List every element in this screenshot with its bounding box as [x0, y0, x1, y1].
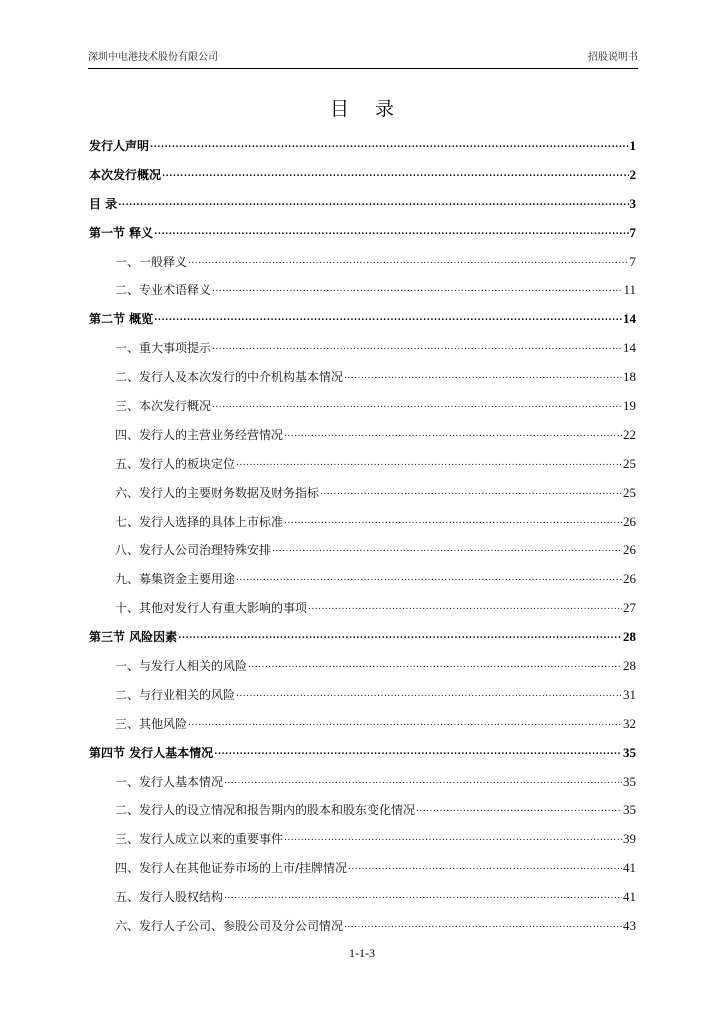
- toc-dot-leader: [236, 456, 622, 468]
- toc-entry-label: 一、重大事项提示: [115, 341, 212, 356]
- toc-entry-label: 第三节 风险因素: [89, 630, 178, 645]
- toc-entry-page-number: 39: [623, 831, 636, 847]
- toc-dot-leader: [272, 542, 622, 554]
- toc-entry-label: 五、发行人的板块定位: [115, 456, 236, 471]
- toc-entry-page-number: 26: [623, 571, 636, 587]
- toc-entry-label: 发行人声明: [89, 139, 150, 153]
- toc-subsection-entry[interactable]: [89, 281, 636, 310]
- toc-dot-leader: [212, 282, 622, 294]
- toc-subsection-entry[interactable]: [89, 686, 636, 715]
- toc-entry-label: 四、发行人在其他证券市场的上市/挂牌情况: [115, 861, 348, 876]
- page-title: 目 录: [329, 98, 405, 120]
- toc-section-entry[interactable]: [89, 195, 636, 224]
- toc-dot-leader: [320, 485, 622, 497]
- toc-entry-label: 二、专业术语释义: [115, 283, 212, 298]
- toc-subsection-entry[interactable]: [89, 830, 636, 859]
- toc-entry-page-number: 7: [629, 253, 636, 269]
- toc-entry-page-number: 41: [623, 889, 636, 905]
- toc-entry-label: 二、与行业相关的风险: [115, 687, 236, 702]
- toc-section-entry[interactable]: [89, 224, 636, 253]
- toc-section-entry[interactable]: [89, 310, 636, 339]
- toc-subsection-entry[interactable]: [89, 917, 636, 946]
- toc-entry-page-number: 3: [629, 195, 636, 211]
- toc-entry-label: 九、募集资金主要用途: [115, 572, 236, 587]
- toc-entry-page-number: 28: [623, 658, 636, 674]
- toc-entry-page-number: 19: [623, 398, 636, 414]
- toc-section-entry[interactable]: [89, 744, 636, 773]
- toc-entry-label: 一、一般释义: [115, 254, 188, 269]
- toc-subsection-entry[interactable]: [89, 801, 636, 830]
- toc-subsection-entry[interactable]: [89, 513, 636, 542]
- toc-dot-leader: [118, 196, 628, 208]
- toc-dot-leader: [236, 571, 622, 583]
- toc-dot-leader: [188, 716, 622, 728]
- toc-subsection-entry[interactable]: [89, 888, 636, 917]
- toc-dot-leader: [224, 774, 622, 786]
- toc-dot-leader: [344, 369, 622, 381]
- toc-entry-page-number: 28: [623, 629, 636, 645]
- toc-entry-label: 三、本次发行概况: [115, 399, 212, 414]
- toc-entry-page-number: 41: [623, 860, 636, 876]
- toc-dot-leader: [416, 802, 622, 814]
- toc-section-entry[interactable]: [89, 628, 636, 657]
- toc-entry-label: 二、发行人及本次发行的中介机构基本情况: [115, 370, 344, 385]
- toc-entry-label: 四、发行人的主营业务经营情况: [115, 427, 284, 442]
- toc-entry-label: 八、发行人公司治理特殊安排: [115, 543, 272, 558]
- toc-entry-label: 第二节 概览: [89, 312, 154, 327]
- header-document-type: 招股说明书: [588, 52, 638, 63]
- toc-entry-page-number: 26: [623, 542, 636, 558]
- toc-entry-label: 目 录: [89, 196, 118, 211]
- toc-section-entry[interactable]: [89, 166, 636, 195]
- toc-subsection-entry[interactable]: [89, 541, 636, 570]
- toc-dot-leader: [212, 398, 622, 410]
- toc-subsection-entry[interactable]: [89, 253, 636, 282]
- toc-entry-page-number: 22: [623, 426, 636, 442]
- toc-subsection-entry[interactable]: [89, 455, 636, 484]
- toc-entry-label: 五、发行人股权结构: [115, 890, 224, 905]
- toc-subsection-entry[interactable]: [89, 368, 636, 397]
- toc-subsection-entry[interactable]: [89, 599, 636, 628]
- toc-dot-leader: [348, 860, 622, 872]
- toc-entry-page-number: 32: [623, 715, 636, 731]
- toc-dot-leader: [236, 687, 622, 699]
- toc-dot-leader: [308, 600, 622, 612]
- toc-dot-leader: [154, 225, 628, 237]
- toc-dot-leader: [162, 167, 628, 179]
- toc-entry-page-number: 14: [623, 311, 636, 327]
- toc-subsection-entry[interactable]: [89, 397, 636, 426]
- toc-entry-label: 本次发行概况: [89, 167, 162, 182]
- toc-section-entry[interactable]: [89, 137, 636, 166]
- toc-entry-label: 七、发行人选择的具体上市标准: [115, 514, 284, 529]
- toc-subsection-entry[interactable]: [89, 859, 636, 888]
- toc-subsection-entry[interactable]: [89, 715, 636, 744]
- toc-entry-label: 一、与发行人相关的风险: [115, 659, 248, 674]
- toc-dot-leader: [284, 514, 622, 526]
- toc-dot-leader: [284, 831, 622, 843]
- toc-entry-label: 三、发行人成立以来的重要事件: [115, 832, 284, 847]
- toc-dot-leader: [188, 254, 628, 266]
- toc-dot-leader: [214, 745, 622, 757]
- toc-entry-page-number: 35: [623, 773, 636, 789]
- toc-entry-page-number: 43: [623, 918, 636, 934]
- toc-subsection-entry[interactable]: [89, 484, 636, 513]
- toc-entry-label: 十、其他对发行人有重大影响的事项: [115, 601, 308, 616]
- toc-dot-leader: [344, 918, 622, 930]
- toc-dot-leader: [212, 340, 622, 352]
- toc-dot-leader: [150, 138, 628, 150]
- toc-entry-page-number: 1: [629, 138, 636, 153]
- toc-entry-page-number: 2: [629, 166, 636, 182]
- toc-entry-label: 六、发行人子公司、参股公司及分公司情况: [115, 919, 344, 934]
- toc-dot-leader: [154, 311, 622, 323]
- toc-entry-page-number: 25: [623, 455, 636, 471]
- toc-dot-leader: [284, 427, 622, 439]
- toc-entry-label: 一、发行人基本情况: [115, 774, 224, 789]
- toc-entry-label: 第四节 发行人基本情况: [89, 745, 214, 760]
- toc-entry-page-number: 14: [623, 340, 636, 356]
- toc-entry-page-number: 18: [623, 369, 636, 385]
- toc-subsection-entry[interactable]: [89, 773, 636, 802]
- toc-dot-leader: [178, 629, 622, 641]
- toc-entry-page-number: 7: [629, 224, 636, 240]
- toc-subsection-entry[interactable]: [89, 339, 636, 368]
- toc-entry-label: 二、发行人的设立情况和报告期内的股本和股东变化情况: [115, 803, 416, 818]
- page-number: 1-1-3: [349, 946, 375, 960]
- page-header: [88, 52, 638, 69]
- toc-subsection-entry[interactable]: [89, 657, 636, 686]
- toc-entry-page-number: 35: [623, 744, 636, 760]
- toc-subsection-entry[interactable]: [89, 426, 636, 455]
- toc-entry-label: 三、其他风险: [115, 716, 188, 731]
- toc-dot-leader: [248, 658, 622, 670]
- toc-dot-leader: [224, 889, 622, 901]
- toc-entry-page-number: 35: [623, 802, 636, 818]
- toc-entry-page-number: 26: [623, 513, 636, 529]
- toc-entry-label: 六、发行人的主要财务数据及财务指标: [115, 485, 320, 500]
- toc-entry-label: 第一节 释义: [89, 225, 154, 240]
- table-of-contents: [89, 137, 636, 946]
- header-company-name: 深圳中电港技术股份有限公司: [88, 52, 218, 63]
- toc-entry-page-number: 25: [623, 484, 636, 500]
- toc-entry-page-number: 27: [623, 600, 636, 616]
- toc-subsection-entry[interactable]: [89, 570, 636, 599]
- toc-entry-page-number: 11: [623, 282, 636, 298]
- toc-entry-page-number: 31: [623, 686, 636, 702]
